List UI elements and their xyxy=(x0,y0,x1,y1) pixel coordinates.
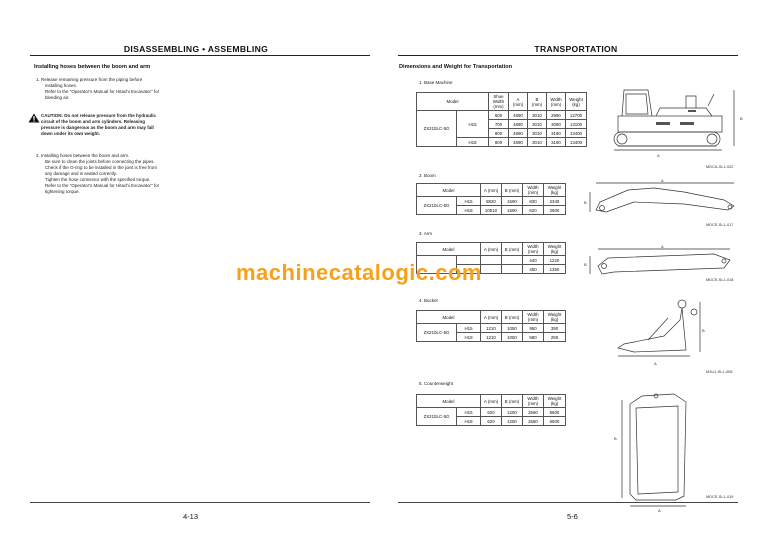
col-model: Model xyxy=(417,243,481,256)
model-cell: ZX210LC-5G xyxy=(417,408,457,426)
width-cell: 830 xyxy=(523,197,544,206)
step-2-line-7: tightening torque. xyxy=(45,189,80,194)
col-model: Model xyxy=(417,395,481,408)
col-a: A (mm) xyxy=(481,184,502,197)
weight-cell: 2600 xyxy=(544,206,566,215)
b-cell: 3010 xyxy=(528,138,547,147)
arm-dim-a: A xyxy=(661,244,664,249)
col-weight: Weight (kg) xyxy=(566,93,587,111)
type-cell: H18 xyxy=(457,138,489,147)
type-cell xyxy=(457,129,489,138)
b-cell: 1590 xyxy=(502,197,523,206)
weight-cell: 290 xyxy=(544,333,566,342)
width-cell: 3190 xyxy=(547,138,566,147)
type-cell: H15 xyxy=(457,120,489,129)
col-b: B (mm) xyxy=(502,243,523,256)
right-footer-rule xyxy=(398,502,738,503)
left-footer-rule xyxy=(30,502,370,503)
bucket-dim-a: A xyxy=(654,361,657,366)
table-row xyxy=(417,408,566,417)
caution-line-4: down under its own weight. xyxy=(41,131,100,136)
col-shoe-width: Shoe Width (mm) xyxy=(489,93,509,111)
weight-cell: 1220 xyxy=(544,256,566,265)
watermark-text: machinecatalogic.com xyxy=(236,260,482,285)
step-2-line-4: any damage and is seated correctly. xyxy=(45,171,117,176)
b-cell xyxy=(502,256,523,265)
b-cell xyxy=(502,265,523,274)
base-machine-drawing xyxy=(596,76,756,166)
col-b: B (mm) xyxy=(502,395,523,408)
width-cell: 580 xyxy=(523,333,544,342)
step-2-line-6: Refer to the "Operator's Manual for Hitachi Excavator" for xyxy=(45,183,160,188)
boom-caption: MDCE-SL1-017 xyxy=(706,222,734,227)
b-cell: 3010 xyxy=(528,111,547,120)
step-2-line-1: 2. Installing hoses between the boom and arm. xyxy=(36,153,130,158)
b-cell: 1250 xyxy=(502,408,523,417)
width-cell: 3190 xyxy=(547,129,566,138)
warning-triangle-icon xyxy=(28,113,40,123)
model-cell: ZX210LC-5G xyxy=(417,197,457,215)
col-a: A (mm) xyxy=(481,311,502,324)
weight-cell: 12700 xyxy=(566,111,587,120)
a-cell: 8820 xyxy=(481,197,502,206)
type-cell: H18 xyxy=(457,333,481,342)
type-cell xyxy=(457,111,489,120)
bucket-drawing xyxy=(614,296,714,364)
shoe-cell: 700 xyxy=(489,120,509,129)
shoe-cell: 800 xyxy=(489,129,509,138)
type-cell: H18 xyxy=(457,417,481,426)
col-weight: Weight (kg) xyxy=(544,395,566,408)
col-a: A (mm) xyxy=(509,93,528,111)
b-cell: 1050 xyxy=(502,333,523,342)
left-page-number: 4-13 xyxy=(183,512,199,521)
counterweight-caption: MDCE-SL1-019 xyxy=(706,494,734,499)
base-dim-b: B xyxy=(740,116,743,121)
width-cell: 450 xyxy=(523,265,544,274)
b-cell: 1050 xyxy=(502,324,523,333)
type-cell: H15 xyxy=(457,197,481,206)
col-b: B (mm) xyxy=(502,311,523,324)
table-row xyxy=(417,111,587,120)
step-1-line-2: installing hoses. xyxy=(45,83,78,88)
col-weight: Weight (kg) xyxy=(544,243,566,256)
step-2-line-3: Check if the O-ring to be installed in the joint is free from xyxy=(45,165,158,170)
bucket-title: 4. Bucket xyxy=(419,298,438,303)
weight-cell: 6600 xyxy=(544,417,566,426)
bucket-caption: M1U1-SL1-008 xyxy=(706,369,733,374)
weight-cell: 13400 xyxy=(566,129,587,138)
a-cell: 4890 xyxy=(509,138,528,147)
arm-title: 3. Arm xyxy=(419,231,433,236)
step-2-line-5: Tighten the hose connector with the specified torque. xyxy=(45,177,151,182)
col-weight: Weight (kg) xyxy=(544,311,566,324)
a-cell: 620 xyxy=(481,417,502,426)
left-header-rule xyxy=(30,55,370,56)
step-2-line-2: Be sure to clean the joints before connecting the pipes. xyxy=(45,159,155,164)
base-machine-title: 1. Base Machine xyxy=(419,80,453,85)
table-row xyxy=(417,197,566,206)
col-weight: Weight (kg) xyxy=(544,184,566,197)
col-model: Model xyxy=(417,311,481,324)
a-cell: 1210 xyxy=(481,324,502,333)
width-cell: 620 xyxy=(523,206,544,215)
type-cell: H18 xyxy=(457,206,481,215)
col-width: Width (mm) xyxy=(523,243,544,256)
counterweight-table xyxy=(416,394,566,426)
left-page-header: DISASSEMBLING • ASSEMBLING xyxy=(123,44,269,54)
base-dim-a: A xyxy=(657,153,660,158)
arm-dim-b: B xyxy=(584,262,587,267)
counterweight-dim-b: B xyxy=(614,436,617,441)
caution-line-1: CAUTION: Do not release pressure from the hydraulic xyxy=(41,113,157,118)
weight-cell: 2340 xyxy=(544,197,566,206)
weight-cell: 13100 xyxy=(566,120,587,129)
width-cell: 950 xyxy=(523,324,544,333)
step-1-line-3: Refer to the "Operator's Manual for Hitachi Excavator" for xyxy=(45,89,160,94)
left-section-title: Installing hoses between the boom and arm xyxy=(34,64,151,70)
width-cell: 2660 xyxy=(523,408,544,417)
counterweight-dim-a: A xyxy=(658,508,661,513)
a-cell: 1210 xyxy=(481,333,502,342)
boom-dim-a: A xyxy=(661,178,664,183)
weight-cell: 13400 xyxy=(566,138,587,147)
type-cell: H15 xyxy=(457,408,481,417)
a-cell: 620 xyxy=(481,408,502,417)
col-model: Model xyxy=(417,93,489,111)
a-cell: 4890 xyxy=(509,129,528,138)
weight-cell: 6600 xyxy=(544,408,566,417)
right-page-header: TRANSPORTATION xyxy=(534,44,618,54)
arm-drawing xyxy=(584,244,759,280)
right-header-rule xyxy=(398,55,738,56)
caution-line-3: pressure is dangerous as the boom and arm may fall xyxy=(41,125,154,130)
shoe-cell: 600 xyxy=(489,111,509,120)
a-cell: 10510 xyxy=(481,206,502,215)
col-a: A (mm) xyxy=(481,243,502,256)
boom-title: 2. Boom xyxy=(419,173,436,178)
arm-caption: MDCE-SL1-018 xyxy=(706,277,734,282)
counterweight-title: 5. Counterweight xyxy=(419,381,454,386)
col-width: Width (mm) xyxy=(523,311,544,324)
model-cell: ZX210LC-5G xyxy=(417,324,457,342)
weight-cell: 1350 xyxy=(544,265,566,274)
bucket-table xyxy=(416,310,566,342)
model-cell: ZX210LC-5G xyxy=(417,111,457,147)
boom-table xyxy=(416,183,566,215)
base-machine-caption: MDCA-SL1-022 xyxy=(706,164,734,169)
counterweight-drawing xyxy=(612,386,702,512)
col-width: Width (mm) xyxy=(547,93,566,111)
col-b: B (mm) xyxy=(502,184,523,197)
b-cell: 3010 xyxy=(528,120,547,129)
weight-cell: 390 xyxy=(544,324,566,333)
bucket-dim-b: B xyxy=(702,328,705,333)
col-b: B (mm) xyxy=(528,93,547,111)
boom-dim-b: B xyxy=(584,200,587,205)
b-cell: 1590 xyxy=(502,206,523,215)
col-width: Width (mm) xyxy=(523,395,544,408)
right-section-title: Dimensions and Weight for Transportation xyxy=(399,64,513,70)
b-cell: 3010 xyxy=(528,129,547,138)
type-cell: H15 xyxy=(457,324,481,333)
a-cell: 4890 xyxy=(509,111,528,120)
shoe-cell: 800 xyxy=(489,138,509,147)
a-cell xyxy=(481,265,502,274)
table-row xyxy=(417,324,566,333)
a-cell xyxy=(481,256,502,265)
boom-drawing xyxy=(584,178,759,222)
col-a: A (mm) xyxy=(481,395,502,408)
caution-line-2: circuit of the boom and arm cylinders. Releasing xyxy=(41,119,146,124)
col-width: Width (mm) xyxy=(523,184,544,197)
step-1-line-4: bleeding air. xyxy=(45,95,70,100)
a-cell: 4890 xyxy=(509,120,528,129)
width-cell: 2990 xyxy=(547,111,566,120)
base-machine-table xyxy=(416,92,587,147)
width-cell: 2660 xyxy=(523,417,544,426)
step-1-line-1: 1. Release remaining pressure from the piping before xyxy=(36,77,143,82)
width-cell: 440 xyxy=(523,256,544,265)
b-cell: 1250 xyxy=(502,417,523,426)
col-model: Model xyxy=(417,184,481,197)
width-cell: 3090 xyxy=(547,120,566,129)
right-page-number: 5-6 xyxy=(567,512,578,521)
